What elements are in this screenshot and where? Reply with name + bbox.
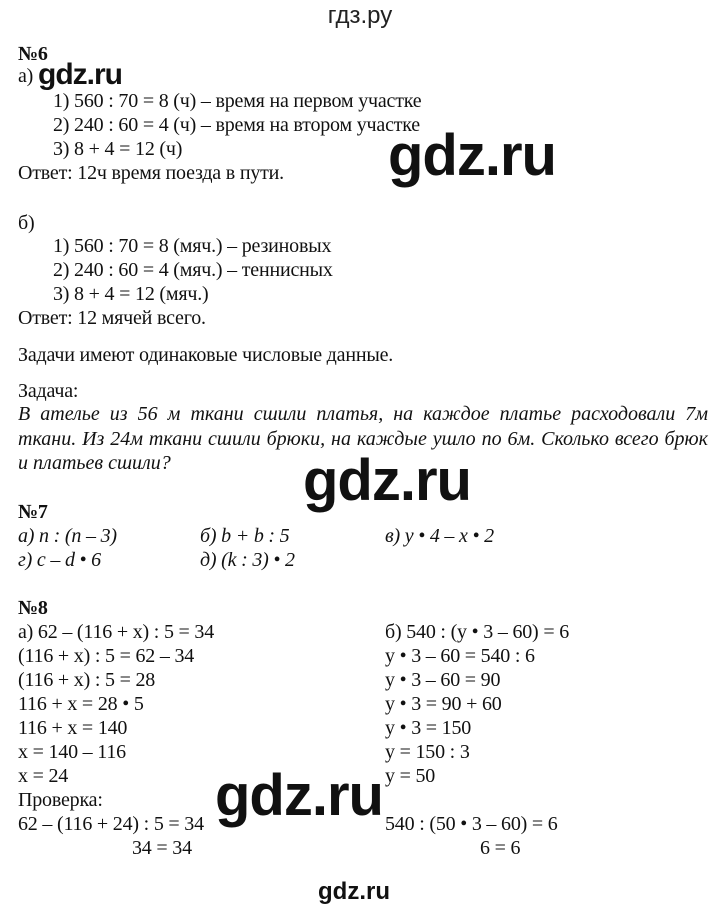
expression: а) n : (n – 3)	[18, 525, 117, 547]
part-b-label: б)	[18, 212, 35, 234]
equation-line: б) 540 : (y • 3 – 60) = 6	[385, 621, 569, 643]
task-7-title: №7	[18, 501, 48, 523]
equation-line: y • 3 – 60 = 90	[385, 669, 501, 691]
task-text: В ателье из 56 м ткани сшили платья, на каждое платье расходовали 7м ткани. Из 24м ткани сшили брюки, на каждые ушло по 6м. Сколько всего брюк и платьев сшили?	[18, 403, 708, 474]
equation-line: 6 = 6	[480, 837, 521, 859]
part-a-label: а)	[18, 65, 34, 87]
equation-line: y • 3 – 60 = 540 : 6	[385, 645, 535, 667]
solution-line: 1) 560 : 70 = 8 (мяч.) – резиновых	[53, 235, 332, 257]
solution-line: 2) 240 : 60 = 4 (мяч.) – теннисных	[53, 259, 333, 281]
expression: д) (k : 3) • 2	[200, 549, 295, 571]
answer: Ответ: 12 мячей всего.	[18, 307, 206, 329]
task-label: Задача:	[18, 380, 79, 402]
equation-line: 116 + x = 140	[18, 717, 128, 739]
expression: г) c – d • 6	[18, 549, 101, 571]
check-label: Проверка:	[18, 789, 103, 811]
solution-line: 2) 240 : 60 = 4 (ч) – время на втором участке	[53, 114, 420, 136]
equation-line: y = 50	[385, 765, 436, 787]
equation-line: y • 3 = 90 + 60	[385, 693, 502, 715]
solution-line: 3) 8 + 4 = 12 (мяч.)	[53, 283, 209, 305]
equation-line: x = 140 – 116	[18, 741, 126, 763]
task-8-title: №8	[18, 597, 48, 619]
equation-line: а) 62 – (116 + x) : 5 = 34	[18, 621, 215, 643]
site-header: гдз.ру	[327, 2, 393, 29]
equation-line: 540 : (50 • 3 – 60) = 6	[385, 813, 558, 835]
watermark: gdz.ru	[388, 123, 556, 188]
solution-line: 3) 8 + 4 = 12 (ч)	[53, 138, 183, 160]
solution-line: 1) 560 : 70 = 8 (ч) – время на первом участке	[53, 90, 422, 112]
equation-line: 116 + x = 28 • 5	[18, 693, 144, 715]
equation-line: x = 24	[18, 765, 69, 787]
equation-line: y = 150 : 3	[385, 741, 470, 763]
watermark: gdz.ru	[303, 448, 471, 513]
watermark: gdz.ru	[215, 763, 383, 828]
equation-line: 62 – (116 + 24) : 5 = 34	[18, 813, 204, 835]
equation-line: (116 + x) : 5 = 28	[18, 669, 156, 691]
expression: в) y • 4 – x • 2	[385, 525, 494, 547]
answer: Ответ: 12ч время поезда в пути.	[18, 162, 284, 184]
watermark: gdz.ru	[38, 58, 122, 91]
task-6-title: №6	[18, 43, 48, 65]
footer-watermark: gdz.ru	[318, 878, 390, 905]
expression: б) b + b : 5	[200, 525, 290, 547]
equation-line: y • 3 = 150	[385, 717, 472, 739]
note: Задачи имеют одинаковые числовые данные.	[18, 344, 394, 366]
equation-line: (116 + x) : 5 = 62 – 34	[18, 645, 195, 667]
equation-line: 34 = 34	[132, 837, 192, 859]
